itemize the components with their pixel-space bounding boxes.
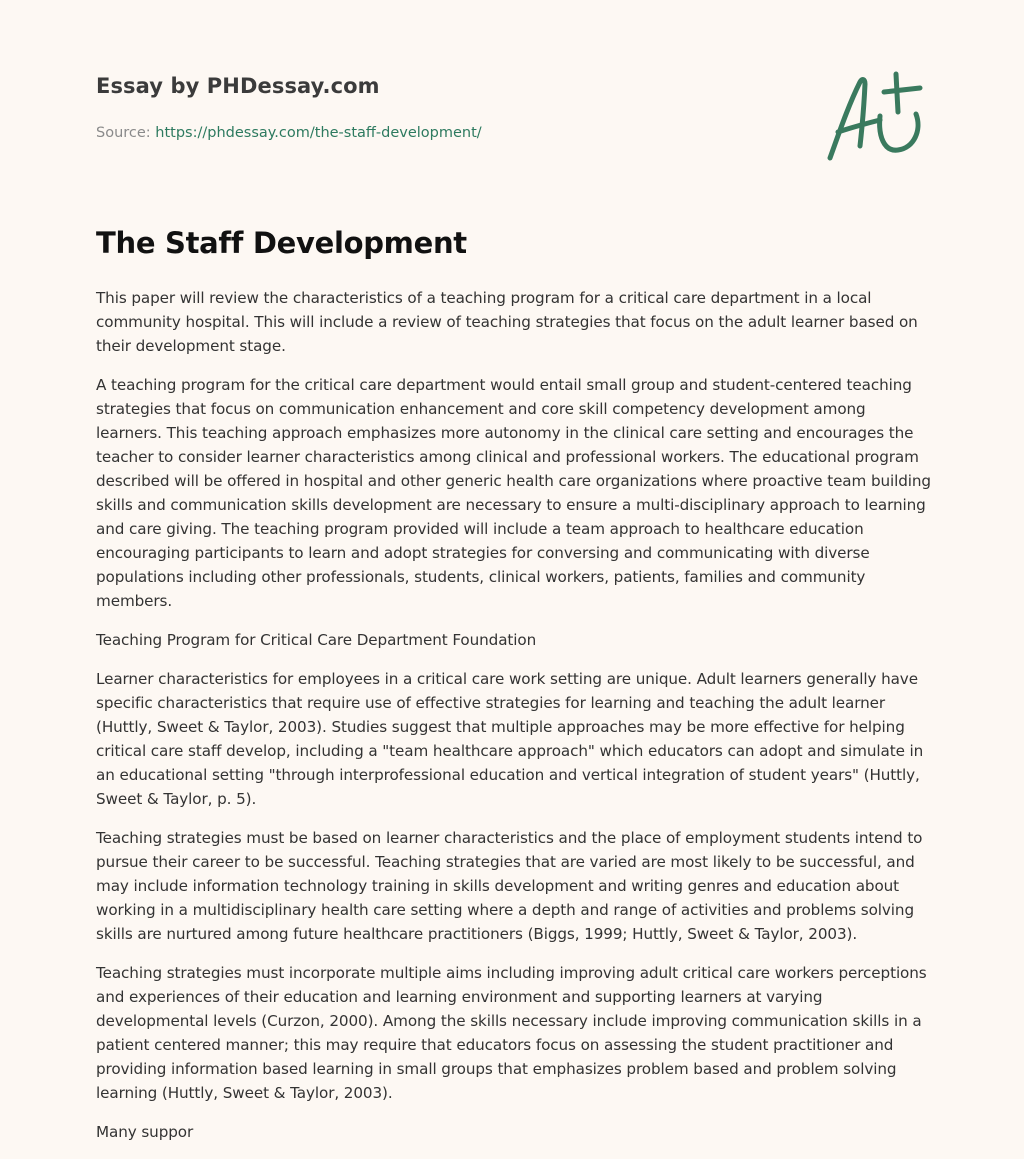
essay-header: [96, 74, 716, 141]
essay-paragraph-1: This paper will review the characteristics of a teaching program for a critical care department in a local community hospital. This will include a review of teaching strategies that focus on the adult learner based on their development stage.: [96, 289, 918, 355]
essay-paragraph-3: Learner characteristics for employees in a critical care work setting are unique. Adult learners generally have specific characteristics that require use of effective strategies for learning and teaching the adult learner (Huttly, Sweet & Taylor, 2003). Studies suggest that multiple approaches may be more effective for helping critical care staff develop, including a "team healthcare approach" which educators can adopt and simulate in an educational setting "through interprofessional education and vertical integration of student years" (Huttly, Sweet & Taylor, p. 5).: [96, 670, 924, 808]
essay-paragraph-4: Teaching strategies must be based on learner characteristics and the place of employment students intend to pursue their career to be successful. Teaching strategies that are varied are most likely to be successful, and may include information technology training in skills development and writing genres and education about working in a multidisciplinary health care setting where a depth and range of activities and problems solving skills are nurtured among future healthcare practitioners (Biggs, 1999; Huttly, Sweet & Taylor, 2003).: [96, 829, 923, 943]
a-plus-logo-icon: [818, 66, 930, 168]
essay-paragraph-5: Teaching strategies must incorporate multiple aims including improving adult critical care workers perceptions and experiences of their education and learning environment and supporting learners at varying developmental levels (Curzon, 2000). Among the skills necessary include improving communication skills in a patient centered manner; this may require that educators focus on assessing the student practitioner and providing information based learning in small groups that emphasizes problem based and problem solving learning (Huttly, Sweet & Taylor, 2003).: [96, 964, 927, 1102]
essay-paragraph-truncated: Many suppor: [96, 1123, 194, 1141]
essay-title: The Staff Development: [96, 226, 467, 260]
essay-paragraph-2: A teaching program for the critical care department would entail small group and student-centered teaching strategies that focus on communication enhancement and core skill competency development among learners. This teaching approach emphasizes more autonomy in the clinical care setting and encourages the teacher to consider learner characteristics among clinical and professional workers. The educational program described will be offered in hospital and other generic health care organizations where proactive team building skills and communication skills development are necessary to ensure a multi-disciplinary approach to learning and care giving. The teaching program provided will include a team approach to healthcare education encouraging participants to learn and adopt strategies for conversing and communicating with diverse populations including other professionals, students, clinical workers, patients, families and community members.: [96, 376, 931, 610]
site-title: Essay by PHDessay.com: [96, 74, 380, 98]
section-heading: Teaching Program for Critical Care Department Foundation: [96, 631, 537, 649]
source-line: [96, 125, 716, 141]
source-link[interactable]: https://phdessay.com/the-staff-development/: [155, 125, 482, 141]
essay-article: [96, 226, 932, 1159]
source-label: Source:: [96, 125, 151, 141]
